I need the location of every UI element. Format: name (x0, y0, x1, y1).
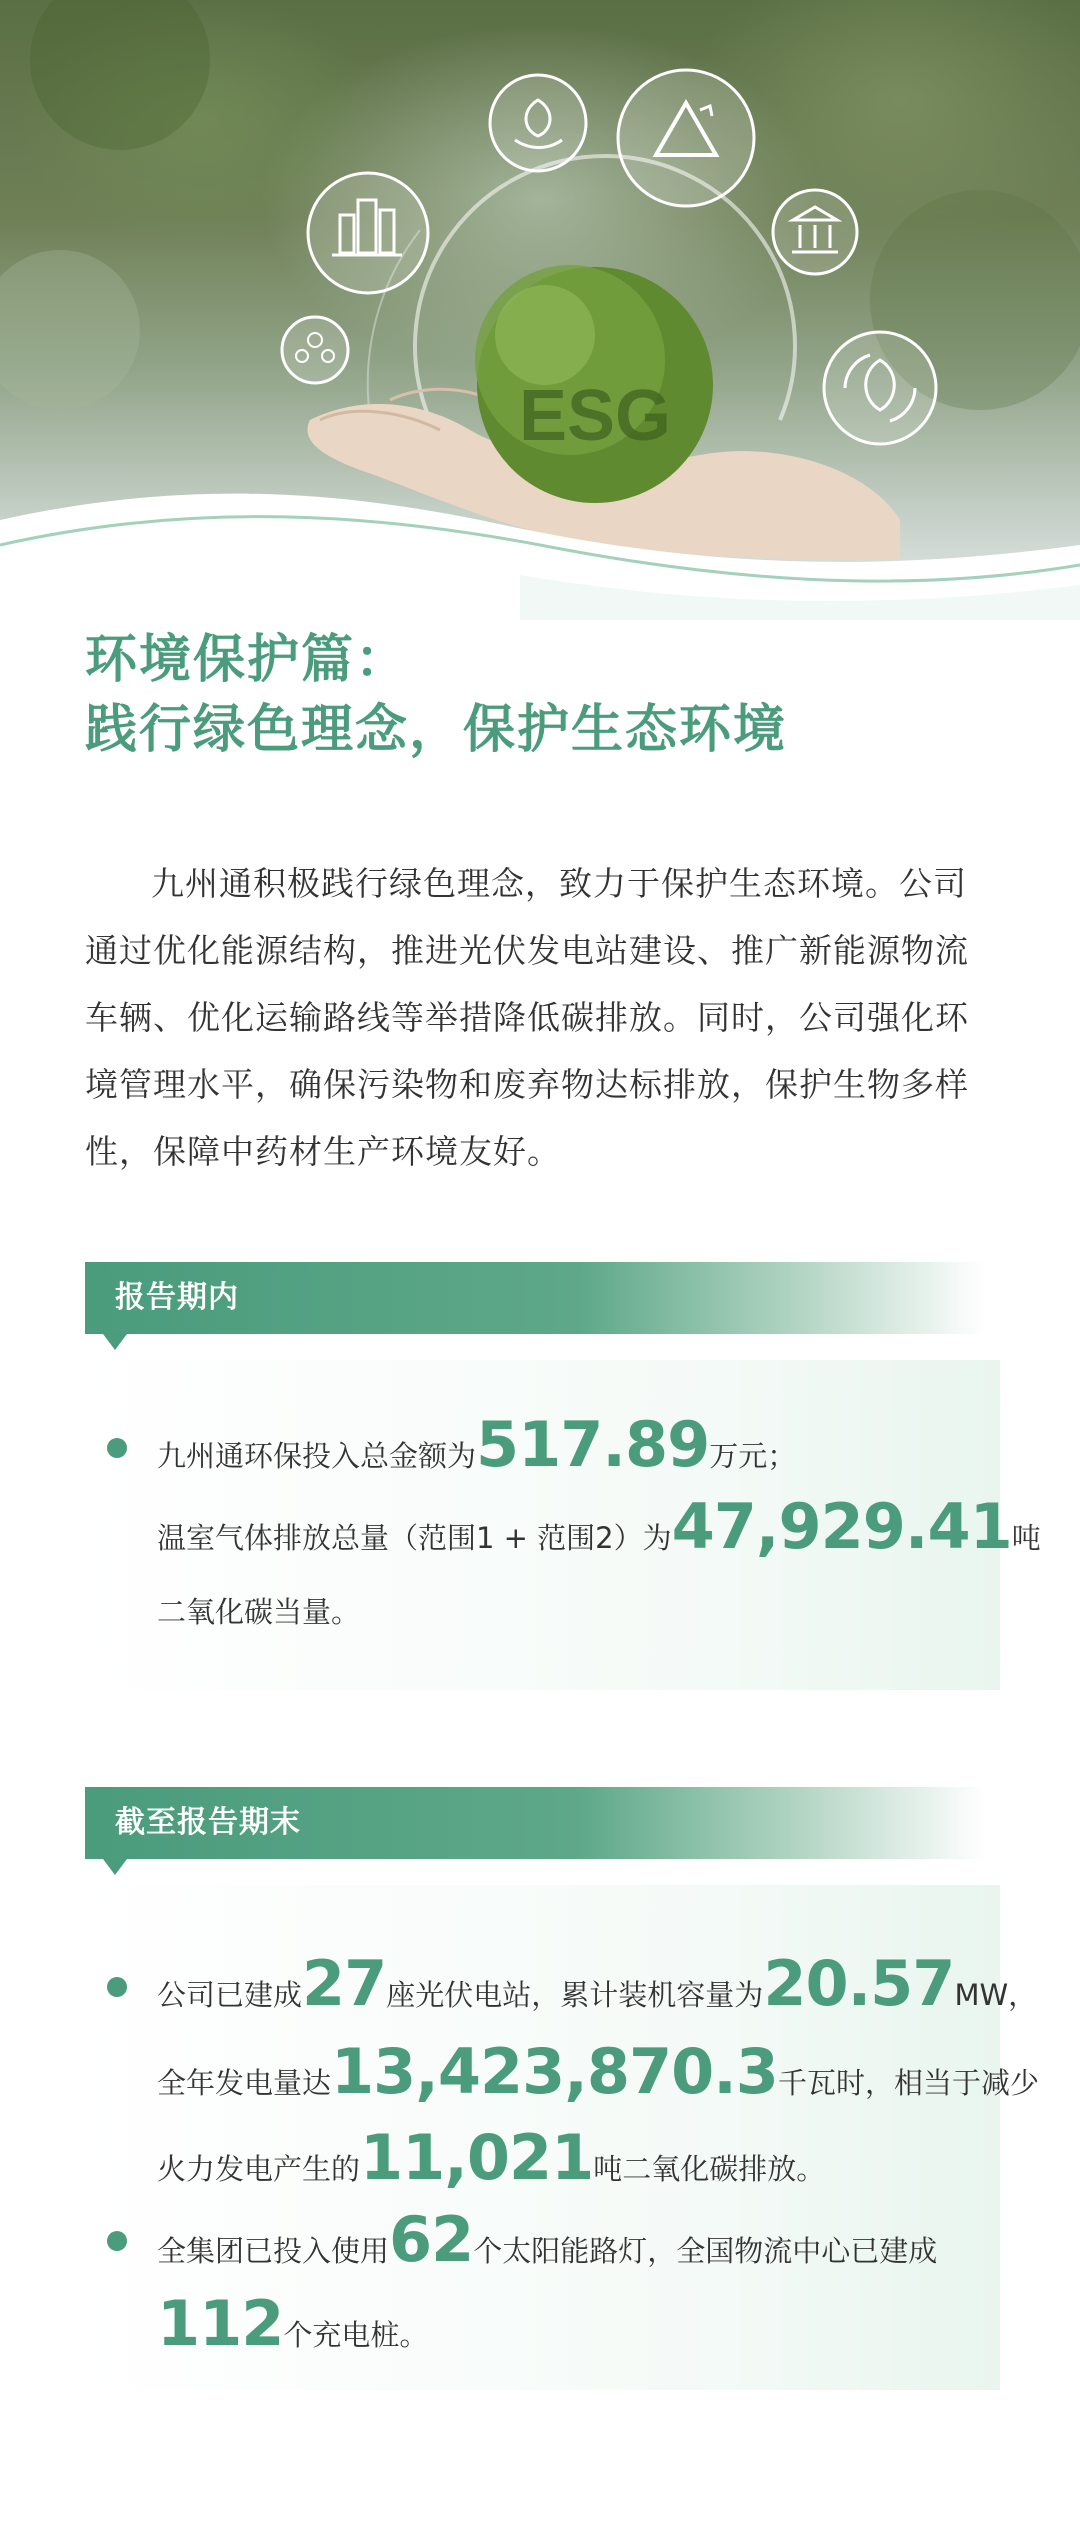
text-line (157, 1590, 360, 1631)
text-line (157, 2035, 1039, 2108)
text-segment: MW， (954, 1978, 1038, 2012)
stat-number: 62 (389, 2203, 474, 2276)
text-segment: 二氧化碳当量。 (157, 1595, 361, 1629)
bullet-dot (107, 1438, 127, 1458)
text-segment: 个太阳能路灯，全国物流中心已建成 (473, 2234, 938, 2268)
text-segment: 个充电桩。 (283, 2318, 429, 2352)
section-banner-period-end (85, 1787, 985, 1859)
section-label: 截至报告期末 (115, 1805, 301, 1840)
stat-number: 13,423,870.3 (331, 2035, 778, 2108)
hero-image (0, 0, 1080, 620)
hero-illustration (0, 0, 1080, 620)
text-line (157, 2203, 937, 2276)
section-card-reporting-period (85, 1360, 1041, 1690)
text-segment: 千瓦时，相当于减少 (777, 2066, 1039, 2100)
leaf-cycle-icon (824, 332, 936, 444)
building-icon (308, 173, 428, 293)
text-segment: 吨二氧化碳排放。 (593, 2152, 826, 2186)
text-line (157, 1408, 796, 1481)
hand-leaf-icon (490, 75, 586, 171)
text-line (157, 1490, 1041, 1563)
intro-paragraph: 九州通积极践行绿色理念，致力于保护生态环境。公司通过优化能源结构，推进光伏发电站建设、推广新能源物流车辆、优化运输路线等举措降低碳排放。同时，公司强化环境管理水平，确保污染物和废弃物达标排放，保护生物多样性，保障中药材生产环境友好。 (85, 864, 969, 1171)
people-icon (282, 317, 348, 383)
stat-number: 112 (157, 2287, 284, 2360)
text-segment: 温室气体排放总量（范围1 + 范围2）为 (157, 1521, 672, 1555)
recycle-icon (618, 70, 754, 206)
stat-number: 47,929.41 (671, 1490, 1012, 1563)
text-segment: 全年发电量达 (157, 2066, 332, 2100)
esg-ball-text: ESG (518, 376, 672, 456)
bullet-dot (107, 2231, 127, 2251)
stat-number: 20.57 (763, 1947, 955, 2020)
text-segment: 火力发电产生的 (157, 2152, 361, 2186)
stat-number: 11,021 (360, 2121, 594, 2194)
text-line (157, 2287, 428, 2360)
title-line-1: 环境保护篇： (85, 630, 410, 690)
text-segment: 座光伏电站，累计装机容量为 (386, 1978, 764, 2012)
bullet-dot (107, 1977, 127, 1997)
page-title (85, 625, 787, 765)
bank-icon (773, 190, 857, 274)
section-label: 报告期内 (115, 1280, 239, 1315)
stat-number: 27 (302, 1947, 387, 2020)
text-segment: 公司已建成 (157, 1978, 303, 2012)
text-line (157, 1947, 1037, 2020)
text-segment: 九州通环保投入总金额为 (157, 1439, 477, 1473)
title-line-2: 践行绿色理念，保护生态环境 (85, 700, 788, 760)
section-card-period-end (85, 1885, 1039, 2390)
stat-number: 517.89 (476, 1408, 710, 1481)
text-segment: 万元； (709, 1439, 797, 1473)
text-line (157, 2121, 825, 2194)
text-segment: 全集团已投入使用 (157, 2234, 390, 2268)
text-segment: 吨 (1011, 1521, 1041, 1555)
section-banner-reporting-period (85, 1262, 985, 1334)
